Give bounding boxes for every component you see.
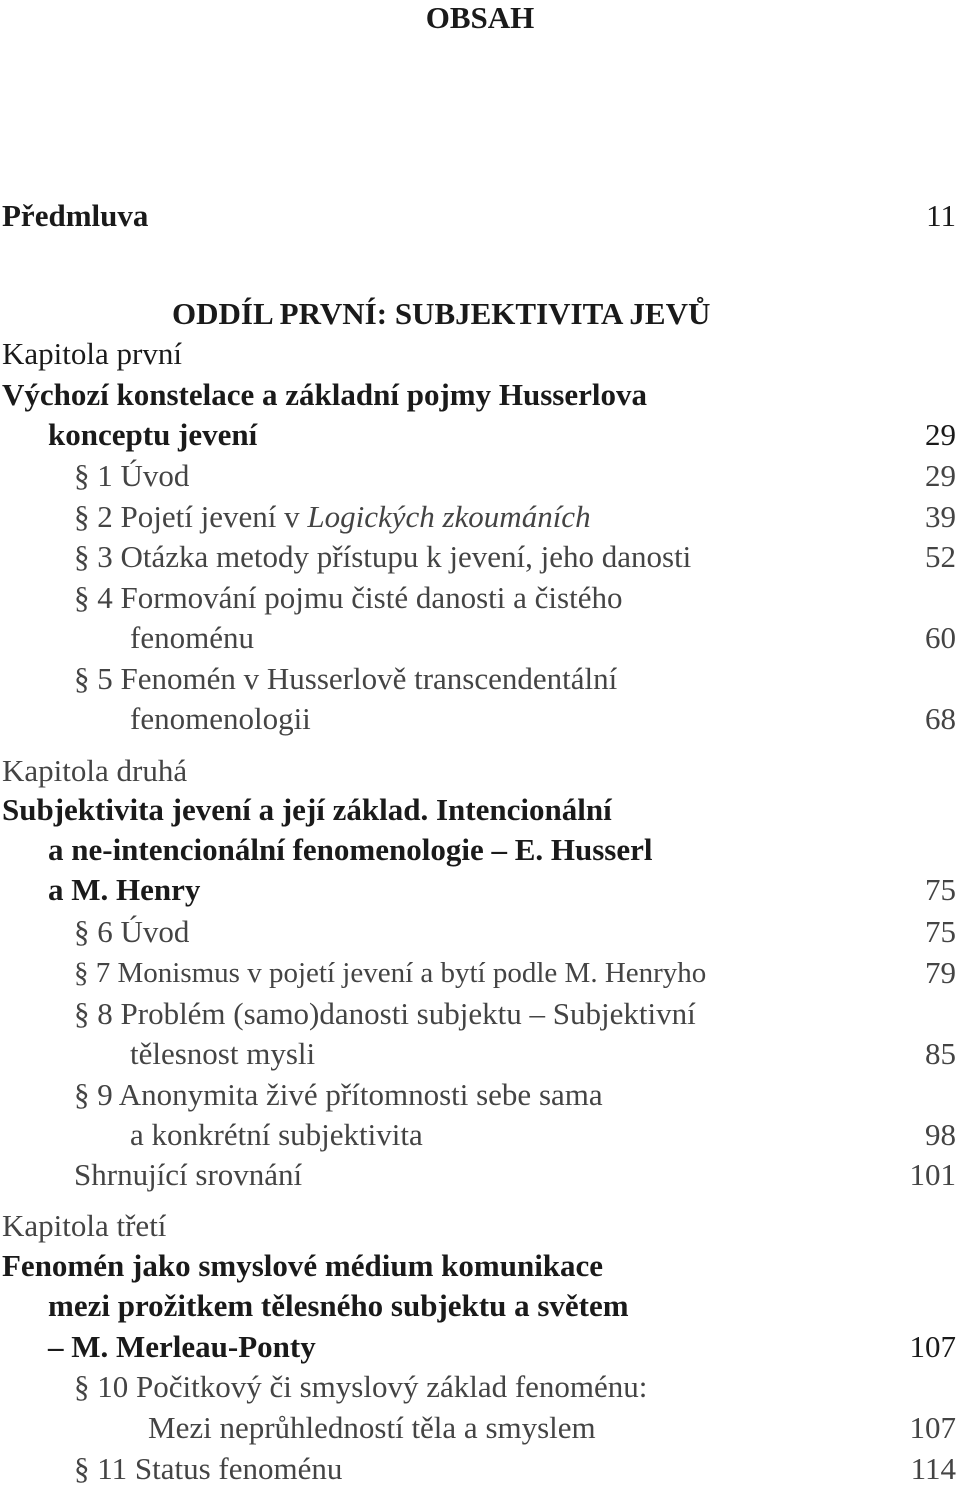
chapter-title-cont[interactable] <box>0 415 960 455</box>
ch3-title-line1: Fenomén jako smyslové médium komunikace <box>2 1248 604 1283</box>
chapter-title-cont[interactable] <box>0 1327 960 1367</box>
chapter-title[interactable] <box>0 790 960 830</box>
toc-section-5-cont[interactable] <box>0 699 960 739</box>
page-title: OBSAH <box>425 0 535 35</box>
ch3-title-line3: – M. Merleau-Ponty <box>48 1329 316 1364</box>
section-label-cont: tělesnost mysli <box>130 1036 316 1071</box>
ch3-page: 107 <box>909 1329 956 1364</box>
section-label-cont: fenomenologii <box>130 701 311 736</box>
section-label: § 4 Formování pojmu čisté danosti a čistého <box>74 580 623 615</box>
section-label <box>74 497 591 537</box>
toc-section-9-cont[interactable] <box>0 1115 960 1155</box>
section-page: 107 <box>909 1410 956 1445</box>
part-heading <box>0 294 960 334</box>
part-heading-text: ODDÍL PRVNÍ: SUBJEKTIVITA JEVŮ <box>172 296 711 331</box>
section-label: § 9 Anonymita živé přítomnosti sebe sama <box>74 1077 603 1112</box>
section-label-cont: Mezi neprůhledností těla a smyslem <box>148 1410 596 1445</box>
preface-page: 11 <box>926 198 956 233</box>
section-label: § 6 Úvod <box>74 914 190 949</box>
ch1-page: 29 <box>925 417 956 452</box>
preface-label: Předmluva <box>2 198 149 233</box>
section-page: 79 <box>925 955 956 990</box>
toc-section-1[interactable] <box>0 456 960 496</box>
ch2-title-line3: a M. Henry <box>48 872 201 907</box>
section-page: 68 <box>925 701 956 736</box>
toc-section-10-cont[interactable] <box>0 1408 960 1448</box>
toc-section-11[interactable] <box>0 1449 960 1489</box>
section-page: 85 <box>925 1036 956 1071</box>
section-page: 98 <box>925 1117 956 1152</box>
ch2-kicker: Kapitola druhá <box>2 753 188 788</box>
ch3-title-line2: mezi prožitkem tělesného subjektu a světem <box>48 1288 629 1323</box>
ch1-kicker: Kapitola první <box>2 336 182 371</box>
ch2-page: 75 <box>925 872 956 907</box>
toc-section-2[interactable] <box>0 497 960 537</box>
toc-section-3[interactable] <box>0 537 960 577</box>
section-label: § 1 Úvod <box>74 458 190 493</box>
chapter-kicker <box>0 1206 960 1246</box>
toc-section-7[interactable] <box>0 953 960 993</box>
ch1-title-line2: konceptu jevení <box>48 417 258 452</box>
section-label: § 3 Otázka metody přístupu k jevení, jeho danosti <box>74 539 692 574</box>
toc-summary[interactable] <box>0 1155 960 1195</box>
toc-entry-preface[interactable] <box>0 196 960 236</box>
ch1-title-line1: Výchozí konstelace a základní pojmy Husserlova <box>2 377 647 412</box>
toc-section-4-cont[interactable] <box>0 618 960 658</box>
section-label: Shrnující srovnání <box>74 1157 303 1192</box>
section-label: § 11 Status fenoménu <box>74 1451 343 1486</box>
chapter-kicker <box>0 751 960 791</box>
section-page: 60 <box>925 620 956 655</box>
toc-section-6[interactable] <box>0 912 960 952</box>
toc-section-8[interactable] <box>0 994 960 1034</box>
chapter-title-cont[interactable] <box>0 870 960 910</box>
ch2-title-line2: a ne-intencionální fenomenologie – E. Husserl <box>48 832 653 867</box>
ch3-kicker: Kapitola třetí <box>2 1208 167 1243</box>
section-page: 114 <box>910 1451 956 1486</box>
chapter-title[interactable] <box>0 375 960 415</box>
toc-section-9[interactable] <box>0 1075 960 1115</box>
section-page: 39 <box>925 499 956 534</box>
chapter-kicker <box>0 334 960 374</box>
chapter-title-cont[interactable] <box>0 1286 960 1326</box>
section-label-italic: Logických zkoumáních <box>307 499 591 534</box>
section-label-cont: fenoménu <box>130 620 254 655</box>
section-label-prefix: § 2 Pojetí jevení v <box>74 499 308 534</box>
chapter-title[interactable] <box>0 1246 960 1286</box>
toc-section-5[interactable] <box>0 659 960 699</box>
section-label: § 7 Monismus v pojetí jevení a bytí podle M. Henryho <box>74 957 707 989</box>
section-page: 75 <box>925 914 956 949</box>
section-label-cont: a konkrétní subjektivita <box>130 1117 423 1152</box>
section-page: 101 <box>909 1157 956 1192</box>
toc-section-10[interactable] <box>0 1367 960 1407</box>
ch2-title-line1: Subjektivita jevení a její základ. Intencionální <box>2 792 612 827</box>
toc-section-8-cont[interactable] <box>0 1034 960 1074</box>
section-label: § 5 Fenomén v Husserlově transcendentální <box>74 661 618 696</box>
section-label: § 8 Problém (samo)danosti subjektu – Subjektivní <box>74 996 696 1031</box>
section-page: 52 <box>925 539 956 574</box>
section-page: 29 <box>925 458 956 493</box>
section-label: § 10 Počitkový či smyslový základ fenoménu: <box>74 1369 648 1404</box>
chapter-title-cont[interactable] <box>0 830 960 870</box>
toc-section-4[interactable] <box>0 578 960 618</box>
